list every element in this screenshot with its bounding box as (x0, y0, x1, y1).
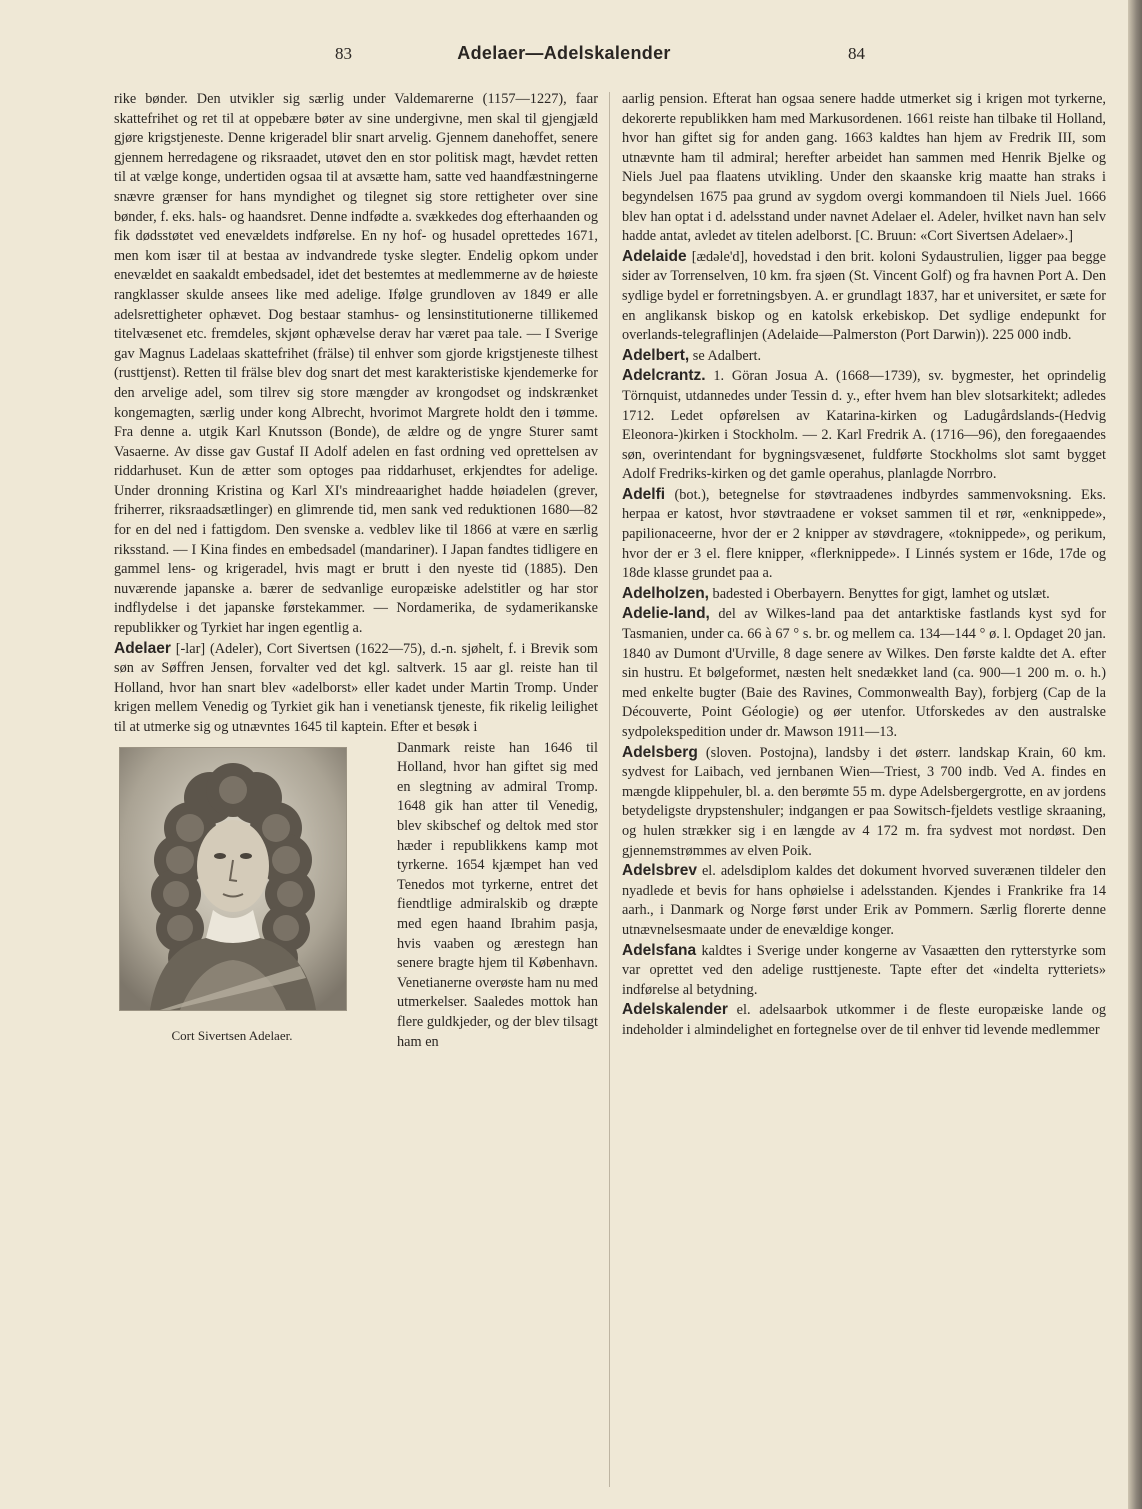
entry-text: kaldtes i Sverige under kongerne av Vasaætten den rytterstyrke som var oprettet ved den adelige rusttjeneste. Tapte efter det «indelta rytteriets» indførelse al betydning. (622, 942, 1106, 998)
text-beside-portrait (397, 739, 598, 1053)
entry-keyword: Adelsberg (622, 743, 698, 761)
book-edge-shadow (1128, 0, 1142, 1509)
entry-adelie-land (622, 604, 1106, 742)
entry-adelaide (622, 247, 1106, 346)
entry-text: el. adelsaarbok utkommer i de fleste europæiske lande og indeholder i almindelighet en fortegnelse over de til enhver tid levende medlemmer (622, 1002, 1106, 1038)
entry-keyword: Adelaer (114, 639, 171, 657)
right-column (622, 90, 1106, 1041)
entry-adelskalender (622, 1000, 1106, 1040)
left-column (114, 90, 598, 1052)
entry-keyword: Adelskalender (622, 1001, 728, 1019)
entry-adelsfana (622, 941, 1106, 1001)
page-number-left: 83 (335, 44, 352, 63)
portrait-figure (114, 739, 390, 1053)
entry-keyword: Adelfi (622, 485, 666, 503)
entry-text: el. adelsdiplom kaldes det dokument hvorved suverænen tildeler den nyadlede et bevis for hans ophøielse i adelsstanden. Kjendes i Frankrike fra 14 aarh., i Danmark og Norge først under Erik av Pommern. Særlig florerte denne utnævnelsesmaate under de enevældige konger. (622, 863, 1106, 938)
entry-text: [ædəle'd], hovedstad i den brit. koloni Sydaustrulien, ligger paa begge sider av Torrenselven, 10 km. fra sjøen (St. Vincent Golf) og fra havnen Port A. Den sydlige bydel er forretningsbyen. A. er grundlagt 1837, har et universitet, er sæte for en anglikansk biskop og en katolsk erkebiskop. Det sydlige endepunkt for overlands-telegraflinjen (Adelaide—Palmerston (Port Darwin)). 225 000 indb. (622, 248, 1106, 344)
entry-keyword: Adelaide (622, 247, 687, 265)
page-header (0, 44, 1128, 74)
entry-keyword: Adelsbrev (622, 862, 697, 880)
adel-continuation: rike bønder. Den utvikler sig særlig under Valdemarerne (1157—1227), faar skattefrihet og ret til at oppebære bøter av sine undergivne, men skal til gjengjæld gjøre krigstjeneste. Denne krigeradel blir snart arvelig. Gjennem danehoffet, senere gjennem herredagene og riksraadet, utøvet den en stor politisk magt, hævdet retten til at vælge konge, undertiden ogsaa til at avsætte ham, satte ved haandfæstningerne snævre grænser for hans myndighet og tilegnet sig store rettigheter over sine bønder, f. eks. hals- og haandsret. Denne indfødte a. svækkedes dog efterhaanden og fik dødsstøtet ved enevældets indførelse. En ny hof- og husadel oprettedes 1671, men kom især til at bestaa av indvandrede tyske slegter. Endelig opkom under enevældet en saakaldt embedsadel, idet det bestemtes at medlemmerne av de høieste rangklasser skulde ansees like med adelige. Ifølge grundloven av 1849 er alle adelsrettigheter ophævet. Dog bestaar stamhus- og lensinstitutionerne tillikemed titelvæsenet etc. fremdeles, skjønt ophævelse derav har været paa tale. — I Sverige gav Magnus Ladelaas skattefrihet (frälse) til enhver som gjorde krigstjeneste tilhest (rusttjenst). Retten til frälse blev dog snart det mest karakteristiske kjendemerke for den arvelige adel, som tilrev sig store mængder av krongodset og indskrænket kongemagten, særlig under kong Albrecht, hvorimot Margrete holdt den i tømme. Fra denne a. utgik Karl Knutsson (Bonde), de ældre og de yngre Sturer samt Vasaerne. Av disse gav Gustaf II Adolf adelen en fast ordning ved oprettelsen av riddarhuset. Kun de ætter som optoges paa riddarhuset, erkjendtes for adelige. Under dronning Kristina og Karl XI's mindreaarighet hadde høiadelen (grever, friherrer, riksraadsætlinger) en glimrende tid, men sank ved reduktionen 1680—82 for en del ned i fattigdom. Den svenske a. vedblev like til 1866 at være en særlig riksstand. — I Kina findes en embedsadel (mandariner). I Japan fandtes tidligere en gammel lens- og krigeradel, hvis magt er brutt i den nyeste tid (1885). Den nuværende japanske a. bærer de sedvanlige europæiske adelstitler og har stor indflydelse i det japanske førstekammer. — Nordamerika, de sydamerikanske republikker og Tyrkiet har ingen egentlig a. (114, 91, 598, 637)
adelaer-continuation: aarlig pension. Efterat han ogsaa senere hadde utmerket sig i krigen mot tyrkerne, dekorerte republikken ham med Markusordenen. 1661 reiste han tilbake til Holland, hvor han giftet sig for anden gang. 1663 kaldtes han hjem av Fredrik III, som utnævnte ham til admiral; herefter arbeidet han sammen med Henrik Bjelke og Niels Juel paa flaatens utvikling. Under den skaanske krig maatte han straks i begyndelsen 1675 paa grund av sygdom overgi kommandoen til Niels Juel. 1666 blev han optat i d. adelsstand under navnet Adelaer el. Adeler, hvilket navn han selv hadde antat, avledet av titelen adelborst. [C. Bruun: «Cort Sivertsen Adelaer».] (622, 91, 1106, 245)
entry-keyword: Adelholzen, (622, 584, 709, 602)
entry-keyword: Adelbert, (622, 346, 690, 364)
entry-adelfi (622, 485, 1106, 584)
entry-keyword: Adelcrantz. (622, 367, 706, 385)
entry-keyword: Adelie-land, (622, 605, 710, 623)
portrait-caption: Cort Sivertsen Adelaer. (171, 1027, 293, 1043)
page-number-right: 84 (848, 44, 865, 63)
entry-adelaer (114, 639, 598, 738)
entry-text: badested i Oberbayern. Benyttes for gigt, lamhet og utslæt. (708, 585, 1050, 602)
portrait-engraving (120, 748, 346, 1010)
entry-adelbert (622, 346, 1106, 367)
entry-adelsbrev (622, 861, 1106, 940)
column-divider (609, 92, 610, 1487)
entry-text: del av Wilkes-land paa det antarktiske fastlands kyst syd for Tasmanien, under ca. 66 à 67 ° s. br. og mellem ca. 134—144 ° ø. l. Opdaget 20 jan. 1840 av Dumont d'Urville, 8 dage senere av Wilkes. Den første kaldte det A. efter sin hustru. Et bølgeformet, næsten helt snedækket land (ca. 900—1 200 m. o. h.) med enkelte bugter (Baie des Ravines, Commonwealth Bay), forbjerg (Cap de la Découverte, Point Géologie) og øer utenfor. Utforskedes av den australske sydpolekspedition under dr. Mawson 1911—13. (622, 606, 1106, 740)
entry-text: (bot.), betegnelse for støvtraadenes indbyrdes sammenvoksning. Eks. herpaa er katost, hvor støvtraadene er vokset sammen til et rør, «enknippede», papilionaceerne, hvor der er 2 knipper av støvdragere, «toknippede», og perikum, hvor der er 3 el. flere knipper, «flerknippede». I Linnés system er 16de, 17de og 18de klasse grundet paa a. (622, 486, 1106, 582)
entry-adelholzen (622, 584, 1106, 605)
running-head: Adelaer—Adelskalender (457, 43, 671, 63)
entry-keyword: Adelsfana (622, 941, 697, 959)
entry-adelsberg (622, 743, 1106, 862)
entry-text: 1. Göran Josua A. (1668—1739), sv. bygmester, het oprindelig Törnquist, utdannedes under Tessin d. y., efter hvem han blev slotsarkitekt; adledes 1712. Ledet opførelsen av Katarina-kirken og Ladugårdslands-(Hedvig Eleonora-)kirken i Stockholm. — 2. Karl Fredrik A. (1716—96), den foregaaendes søn, overintendant for bygningsvæsenet, fuldførte Stockholms slot samt bygget Adolf Fredriks-kirken og det gamle operahus, planlagde Norrbro. (622, 368, 1106, 483)
entry-adelcrantz (622, 366, 1106, 485)
entry-adelaer-continued: Danmark reiste han 1646 til Holland, hvor han giftet sig med en slegtning av admiral Tromp. 1648 gik han atter til Venedig, blev skibschef og deltok med stor hæder i republikkens kamp mot tyrkerne. 1654 kjæmpet han ved Tenedos mot tyrkerne, entret det fiendtlige admiralskib og dræpte med egen haand Ibrahim pasja, hvis vaaben og ærestegn han senere bragte hjem til København. Venetianerne overøste ham nu med utmerkelser. Saaledes mottok han flere guldkjeder, og der blev tilsagt ham en (397, 739, 598, 1050)
entry-text: (sloven. Postojna), landsby i det østerr. landskap Krain, 60 km. sydvest for Laibach, ved jernbanen Wien—Triest, 3 700 indb. Ved A. findes en mængde klippehuler, bl. a. den berømte 55 m. dype Adelsbergergrotte, en av jordens betydeligste drypstenshuler; indgangen er paa Sowitsch-fjeldets vestlige skraaning, og hulen strækker sig i en længde av 4 172 m. fra sydvest mot nordøst. Den gjennemstrømmes av elven Poik. (622, 744, 1106, 859)
portrait-section (114, 739, 598, 1053)
entry-text: [-lar] (Adeler), Cort Sivertsen (1622—75), d.-n. sjøhelt, f. i Brevik som søn av Søffren Jensen, forvalter ved det kgl. saltverk. 15 aar gl. reiste han til Holland, hvor han snart blev «adelborst» eller kadet under Martin Tromp. Under krigen mellem Venedig og Tyrkiet gik han i venetiansk tjeneste, fik rikelig leilighet til at utmerke sig og utnævntes 1645 til kaptein. Efter et besøk i (114, 640, 598, 735)
portrait-image (119, 747, 347, 1011)
entry-text: se Adalbert. (689, 347, 762, 364)
